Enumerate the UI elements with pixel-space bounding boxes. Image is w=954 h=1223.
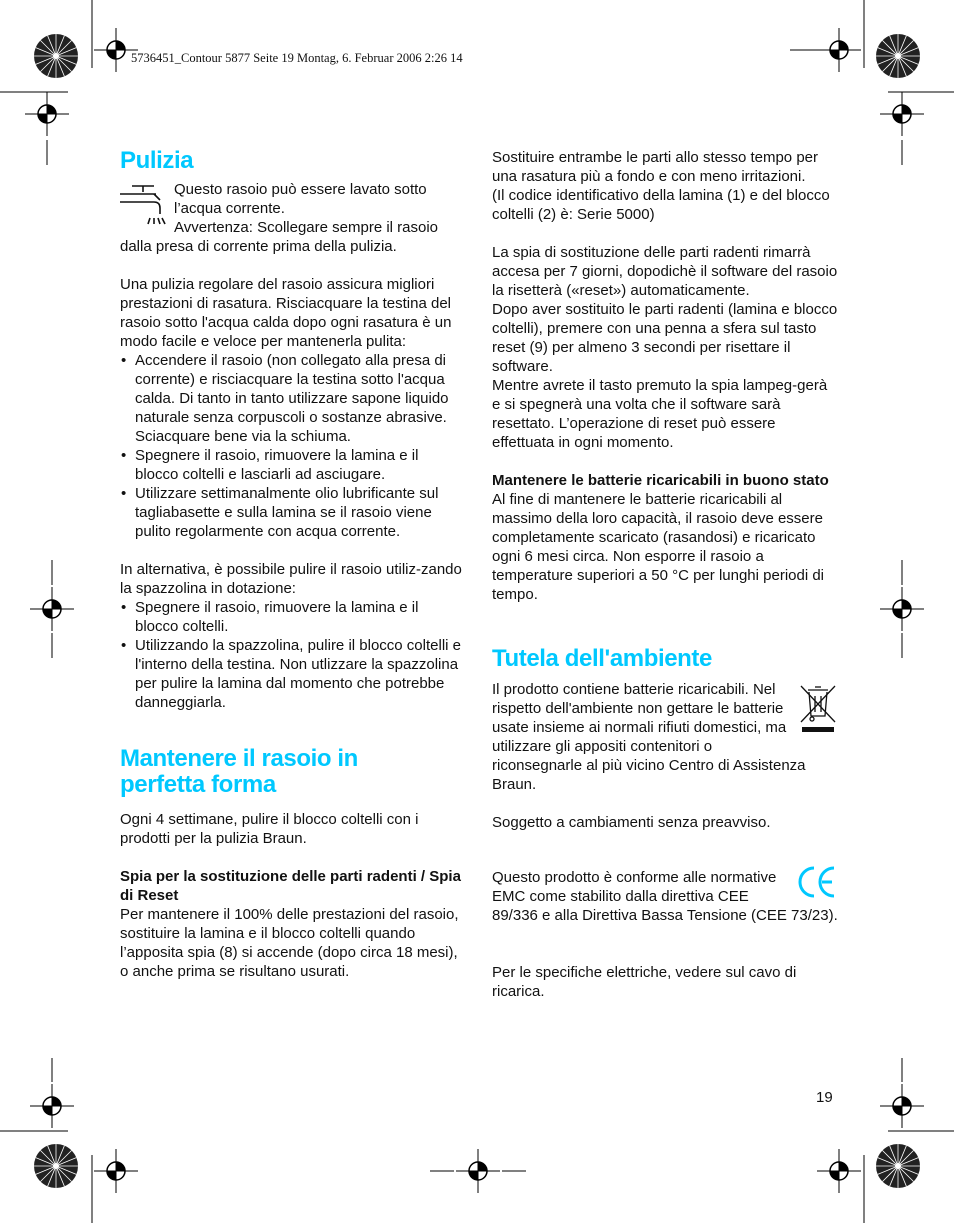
mantenere-heading (120, 746, 462, 798)
right-column (492, 148, 838, 1001)
mantenere-heading-line-2: perfetta forma (120, 771, 276, 798)
list-item: • Utilizzando la spazzolina, pulire il blocco coltelli e l'interno della testina. Non utlizzare la spazzolina per pulire la lamina dal momento che potrebbe danneggiarla. (120, 636, 462, 712)
tutela-heading: Tutela dell'ambiente (492, 645, 712, 672)
crossed-bin-icon (798, 682, 838, 734)
spia-accesa-paragraph: La spia di sostituzione delle parti radenti rimarrà accesa per 7 giorni, dopodichè il software del rasoio la risetterà («reset») automaticamente. (492, 244, 838, 299)
pulizia-intro-2: Avvertenza: Scollegare sempre il rasoio dalla presa di corrente prima della pulizia. (120, 219, 439, 255)
batterie-subheading: Mantenere le batterie ricaricabili in buono stato (492, 472, 829, 489)
pulizia-heading: Pulizia (120, 147, 194, 174)
list-item: • Spegnere il rasoio, rimuovere la lamina e il blocco coltelli e lasciarli ad asciugare. (120, 446, 462, 484)
ce-paragraph: Questo prodotto è conforme alle normative EMC come stabilito dalla direttiva CEE 89/336 e alla Direttiva Bassa Tensione (CEE 73/23). (492, 869, 838, 924)
pulizia-intro-1: Questo rasoio può essere lavato sotto l’acqua corrente. (174, 181, 427, 217)
batterie-paragraph: Al fine di mantenere le batterie ricaricabili al massimo della loro capacità, il rasoio deve essere completamente scaricato (rasandosi) e ricaricato ogni 6 mesi circa. Non esporre il rasoio a temperature superiori a 50 °C per lunghi periodi di tempo. (492, 491, 825, 603)
spia-paragraph: Per mantenere il 100% delle prestazioni del rasoio, sostituire la lamina e il blocco coltelli quando l’apposita spia (8) si accende (dopo circa 18 mesi), o anche prima se risultano usurati. (120, 906, 459, 980)
mantenere-heading-line-1: Mantenere il rasoio in (120, 745, 358, 772)
left-column (120, 146, 462, 981)
spia-subheading: Spia per la sostituzione delle parti radenti / Spia di Reset (120, 868, 461, 904)
alternativa-list (120, 598, 462, 712)
list-item: • Accendere il rasoio (non collegato alla presa di corrente) e risciacquare la testina sotto l'acqua calda. Di tanto in tanto utilizzare sapone liquido naturale senza corpuscoli o sostanze abrasive. Sciacquare bene via la schiuma. (120, 351, 462, 446)
list-item: • Spegnere il rasoio, rimuovere la lamina e il blocco coltelli. (120, 598, 462, 636)
pulizia-paragraph: Una pulizia regolare del rasoio assicura migliori prestazioni di rasatura. Risciacquare la testina del rasoio sotto l'acqua calda dopo ogni rasatura è un modo facile e veloce per mantenerla pulita: (120, 276, 452, 350)
print-slug: 5736451_Contour 5877 Seite 19 Montag, 6. Februar 2006 2:26 14 (131, 51, 463, 65)
tutela-paragraph: Il prodotto contiene batterie ricaricabili. Nel rispetto dell'ambiente non gettare le batterie usate insieme ai normali rifiuti domestici, ma utilizzare gli appositi contenitori o riconsegnarle al più vicino Centro di Assistenza Braun. (492, 681, 806, 793)
water-tap-icon (118, 182, 168, 228)
list-item: • Utilizzare settimanalmente olio lubrificante sul tagliabasette e sulla lamina se il rasoio viene pulito regolarmente con acqua corrente. (120, 484, 462, 541)
sostituire-paragraph: Sostituire entrambe le parti allo stesso tempo per una rasatura più a fondo e con meno irritazioni. (492, 149, 818, 185)
page-number: 19 (816, 1089, 833, 1106)
reset-paragraph: Dopo aver sostituito le parti radenti (lamina e blocco coltelli), premere con una penna a sfera sul tasto reset (9) per almeno 3 secondi per risettare il software. (492, 301, 838, 375)
mantenere-paragraph: Ogni 4 settimane, pulire il blocco coltelli con i prodotti per la pulizia Braun. (120, 811, 419, 847)
lampeggera-paragraph: Mentre avrete il tasto premuto la spia lampeg-gerà e si spegnerà una volta che il software sarà resettato. L’operazione di reset può essere effettuata in ogni momento. (492, 377, 828, 451)
specifiche-paragraph: Per le specifiche elettriche, vedere sul cavo di ricarica. (492, 964, 797, 1000)
codice-paragraph: (Il codice identificativo della lamina (1) e del blocco coltelli (2) è: Serie 5000) (492, 187, 830, 223)
pulizia-list (120, 351, 462, 541)
soggetto-paragraph: Soggetto a cambiamenti senza preavviso. (492, 814, 771, 831)
alternativa-paragraph: In alternativa, è possibile pulire il rasoio utiliz-zando la spazzolina in dotazione: (120, 561, 462, 597)
ce-mark-icon (794, 862, 838, 902)
